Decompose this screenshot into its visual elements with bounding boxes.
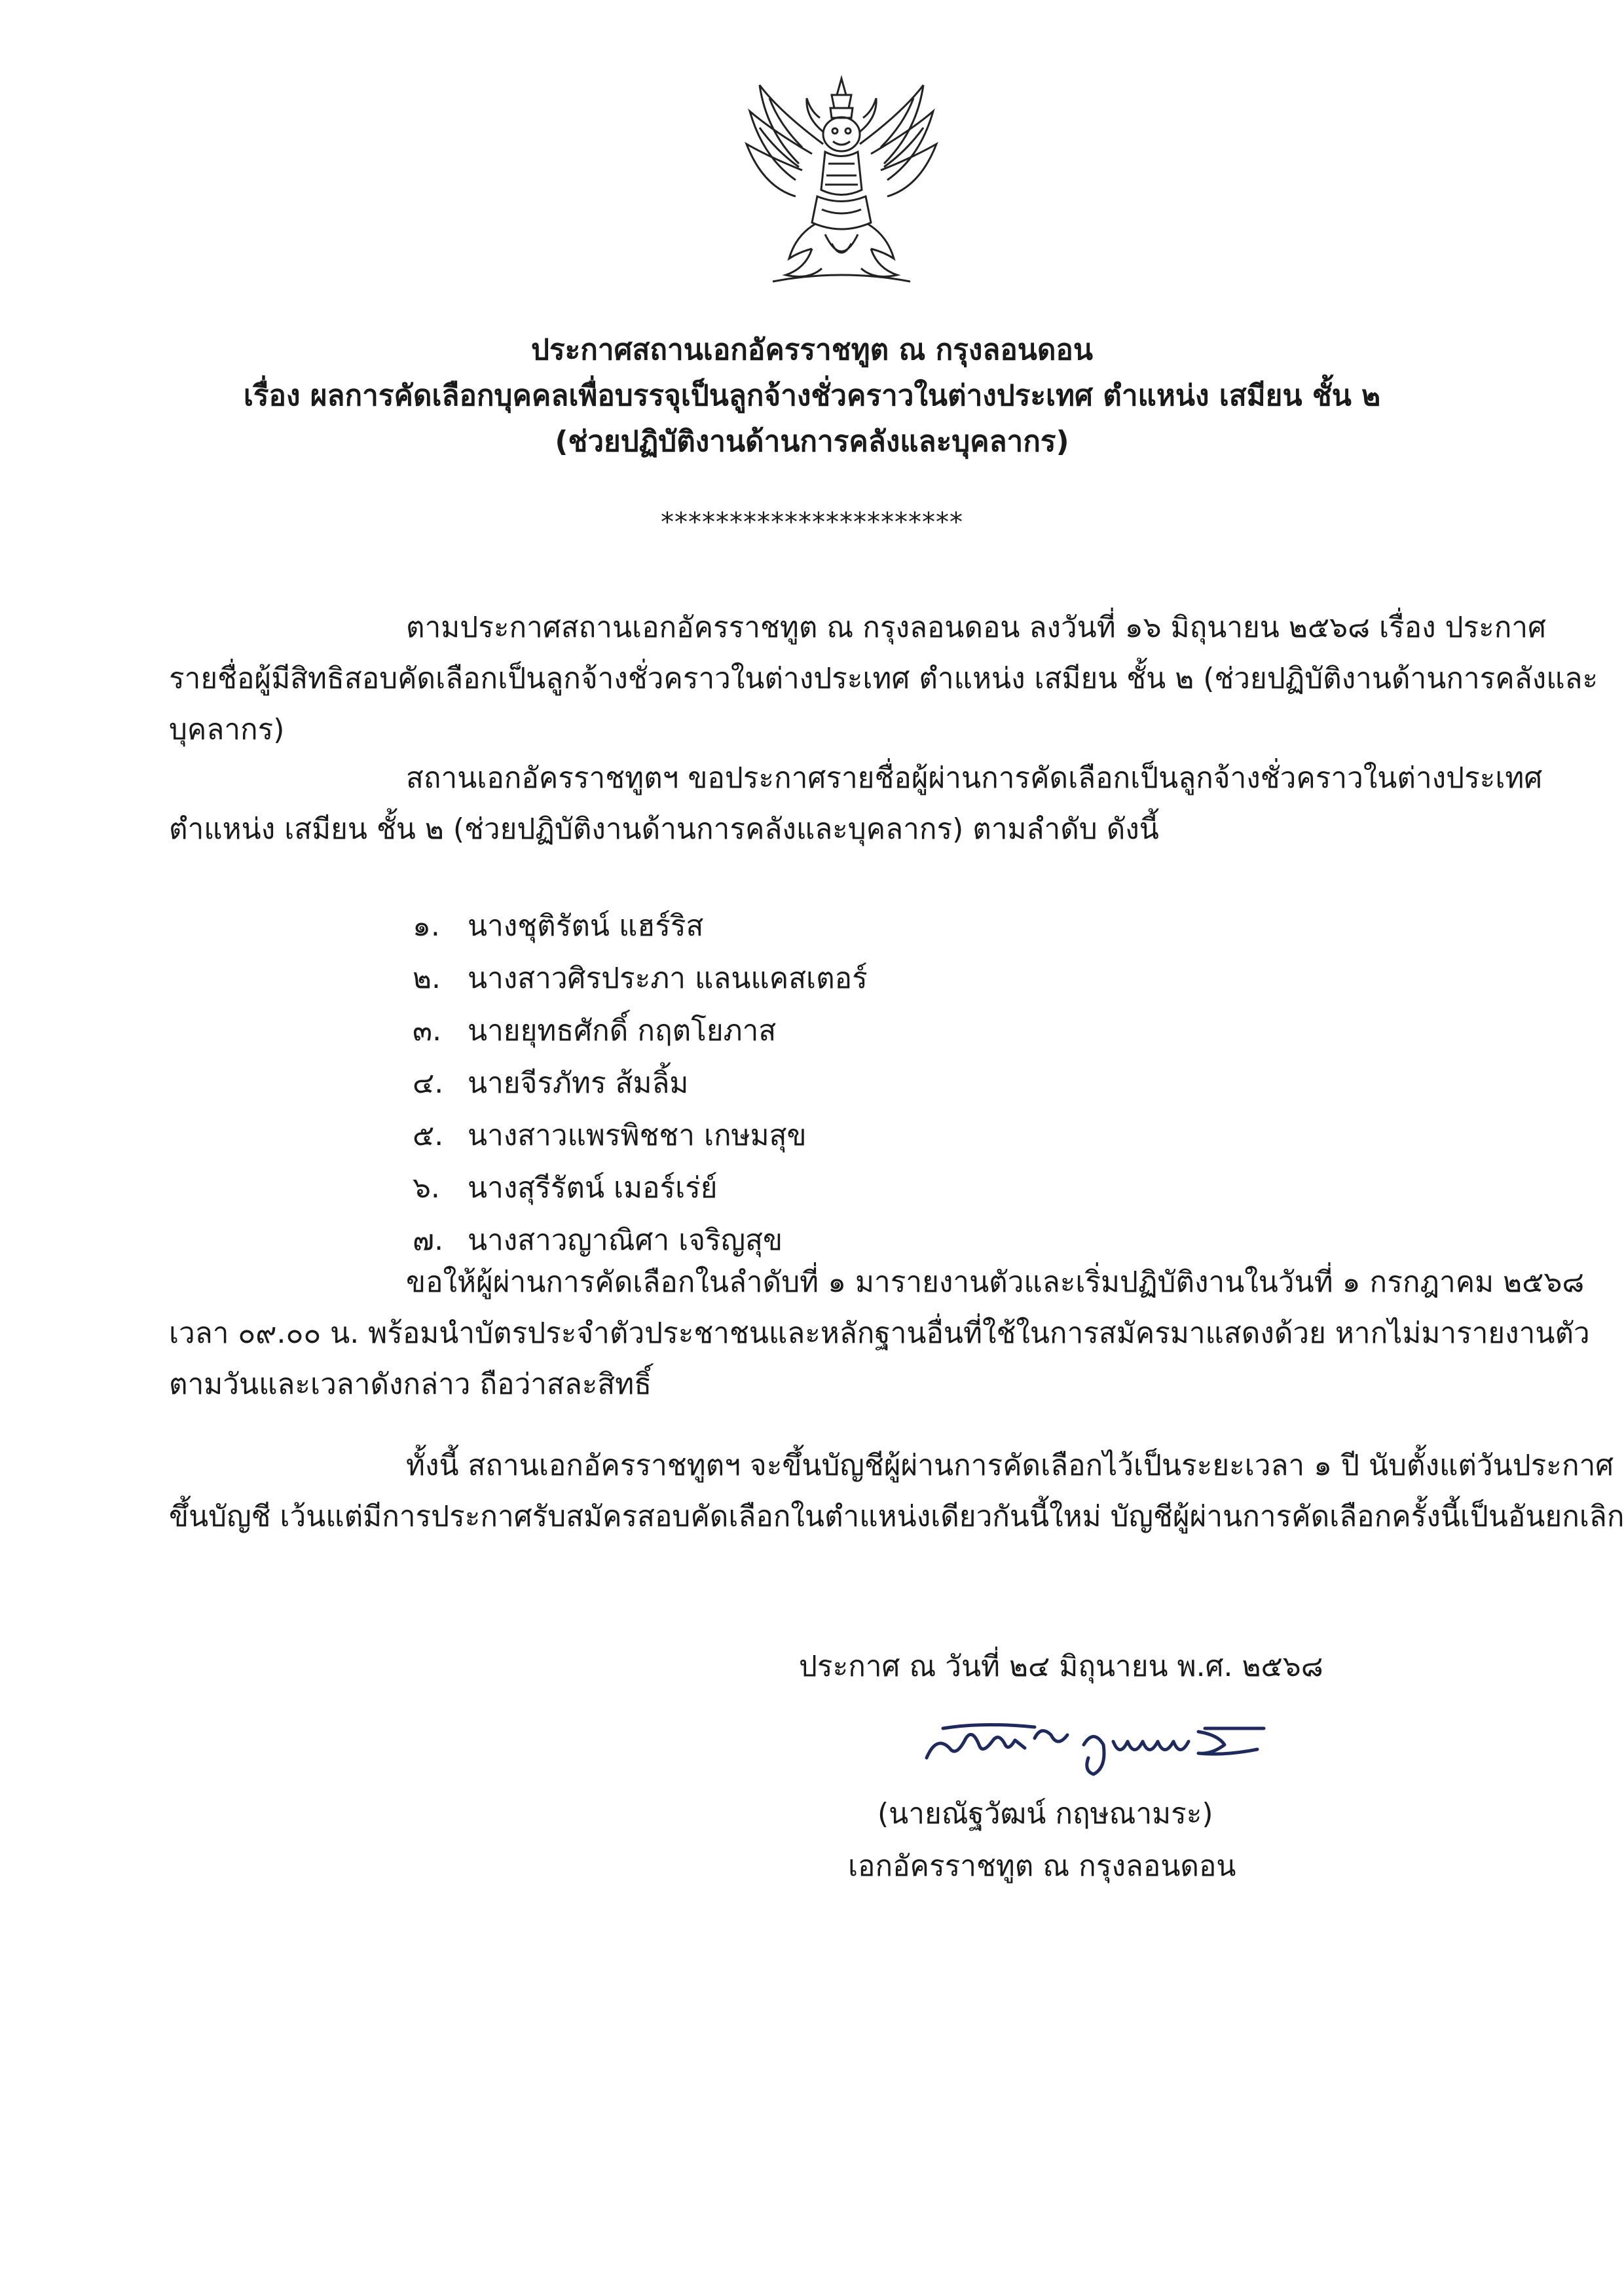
paragraph-line: ตำแหน่ง เสมียน ชั้น ๒ (ช่วยปฏิบัติงานด้านการคลังและบุคลากร) ตามลำดับ ดังนี้ [169, 812, 1159, 846]
list-item-number: ๔. [413, 1066, 444, 1100]
signer-name: (นายณัฐวัฒน์ กฤษณามระ) [877, 1797, 1213, 1831]
list-item [413, 1110, 868, 1162]
title-line-1: ประกาศสถานเอกอัครราชทูต ณ กรุงลอนดอน [531, 333, 1093, 367]
list-item-name: นางสุรีรัตน์ เมอร์เร่ย์ [468, 1171, 718, 1205]
list-item [413, 953, 868, 1005]
list-item-number: ๑. [413, 909, 440, 943]
document-title [0, 327, 1624, 465]
list-item [413, 1005, 868, 1057]
paragraph-line: ทั้งนี้ สถานเอกอัครราชทูตฯ จะขึ้นบัญชีผู้ผ่านการคัดเลือกไว้เป็นระยะเวลา ๑ ปี นับตั้งแต่วันประกาศ [406, 1449, 1614, 1482]
paragraph-report-instructions [169, 1257, 1590, 1410]
paragraph-line: ขอให้ผู้ผ่านการคัดเลือกในลำดับที่ ๑ มารายงานตัวและเริ่มปฏิบัติงานในวันที่ ๑ กรกฎาคม ๒๕๖๘ [406, 1266, 1585, 1299]
paragraph-line: เวลา ๐๙.๐๐ น. พร้อมนำบัตรประจำตัวประชาชนและหลักฐานอื่นที่ใช้ในการสมัครมาแสดงด้วย หากไม่มารายงานตัว [169, 1317, 1590, 1350]
paragraph-list-validity [169, 1440, 1624, 1542]
candidate-list [413, 900, 868, 1267]
list-item-name: นางสาวแพรพิชชา เกษมสุข [468, 1119, 807, 1152]
list-item-name: นายจีรภัทร ส้มลิ้ม [468, 1066, 689, 1100]
paragraph-line: สถานเอกอัครราชทูตฯ ขอประกาศรายชื่อผู้ผ่านการคัดเลือกเป็นลูกจ้างชั่วคราวในต่างประเทศ [406, 761, 1543, 795]
paragraph-line: ตามวันและเวลาดังกล่าว ถือว่าสละสิทธิ์ [169, 1368, 652, 1401]
paragraph-announcement [169, 753, 1543, 855]
title-line-3: (ช่วยปฏิบัติงานด้านการคลังและบุคลากร) [555, 425, 1069, 458]
title-separator: ********************** [661, 507, 963, 538]
list-item-number: ๓. [413, 1014, 442, 1048]
list-item-name: นายยุทธศักดิ์ กฤตโยภาส [468, 1014, 777, 1048]
list-item [413, 1162, 868, 1214]
list-item-number: ๖. [413, 1171, 440, 1205]
list-item [413, 1057, 868, 1110]
list-item-number: ๕. [413, 1119, 444, 1152]
paragraph-line: บุคลากร) [169, 713, 285, 746]
list-item-number: ๗. [413, 1224, 444, 1257]
list-item-name: นางชุติรัตน์ แฮร์ริส [468, 909, 704, 943]
garuda-emblem-icon [733, 72, 950, 295]
list-item [413, 900, 868, 953]
title-line-2: เรื่อง ผลการคัดเลือกบุคคลเพื่อบรรจุเป็นลูกจ้างชั่วคราวในต่างประเทศ ตำแหน่ง เสมียน ชั้น ๒ [243, 379, 1381, 412]
paragraph-line: รายชื่อผู้มีสิทธิสอบคัดเลือกเป็นลูกจ้างชั่วคราวในต่างประเทศ ตำแหน่ง เสมียน ชั้น ๒ (ช่วยปฏิบัติงานด้านการคลังและ [169, 662, 1598, 695]
list-item-name: นางสาวญาณิศา เจริญสุข [468, 1224, 783, 1257]
list-item-number: ๒. [413, 962, 441, 995]
signature [917, 1709, 1283, 1781]
paragraph-line: ขึ้นบัญชี เว้นแต่มีการประกาศรับสมัครสอบคัดเลือกในตำแหน่งเดียวกันนี้ใหม่ บัญชีผู้ผ่านการคัดเลือกครั้งนี้เป็นอันยกเลิก [169, 1500, 1624, 1533]
paragraph-reference [169, 602, 1598, 756]
announcement-date: ประกาศ ณ วันที่ ๒๔ มิถุนายน พ.ศ. ๒๕๖๘ [799, 1650, 1323, 1683]
list-item-name: นางสาวศิรประภา แลนแคสเตอร์ [468, 962, 868, 995]
signer-title: เอกอัครราชทูต ณ กรุงลอนดอน [848, 1850, 1236, 1883]
paragraph-line: ตามประกาศสถานเอกอัครราชทูต ณ กรุงลอนดอน ลงวันที่ ๑๖ มิถุนายน ๒๕๖๘ เรื่อง ประกาศ [406, 611, 1547, 644]
